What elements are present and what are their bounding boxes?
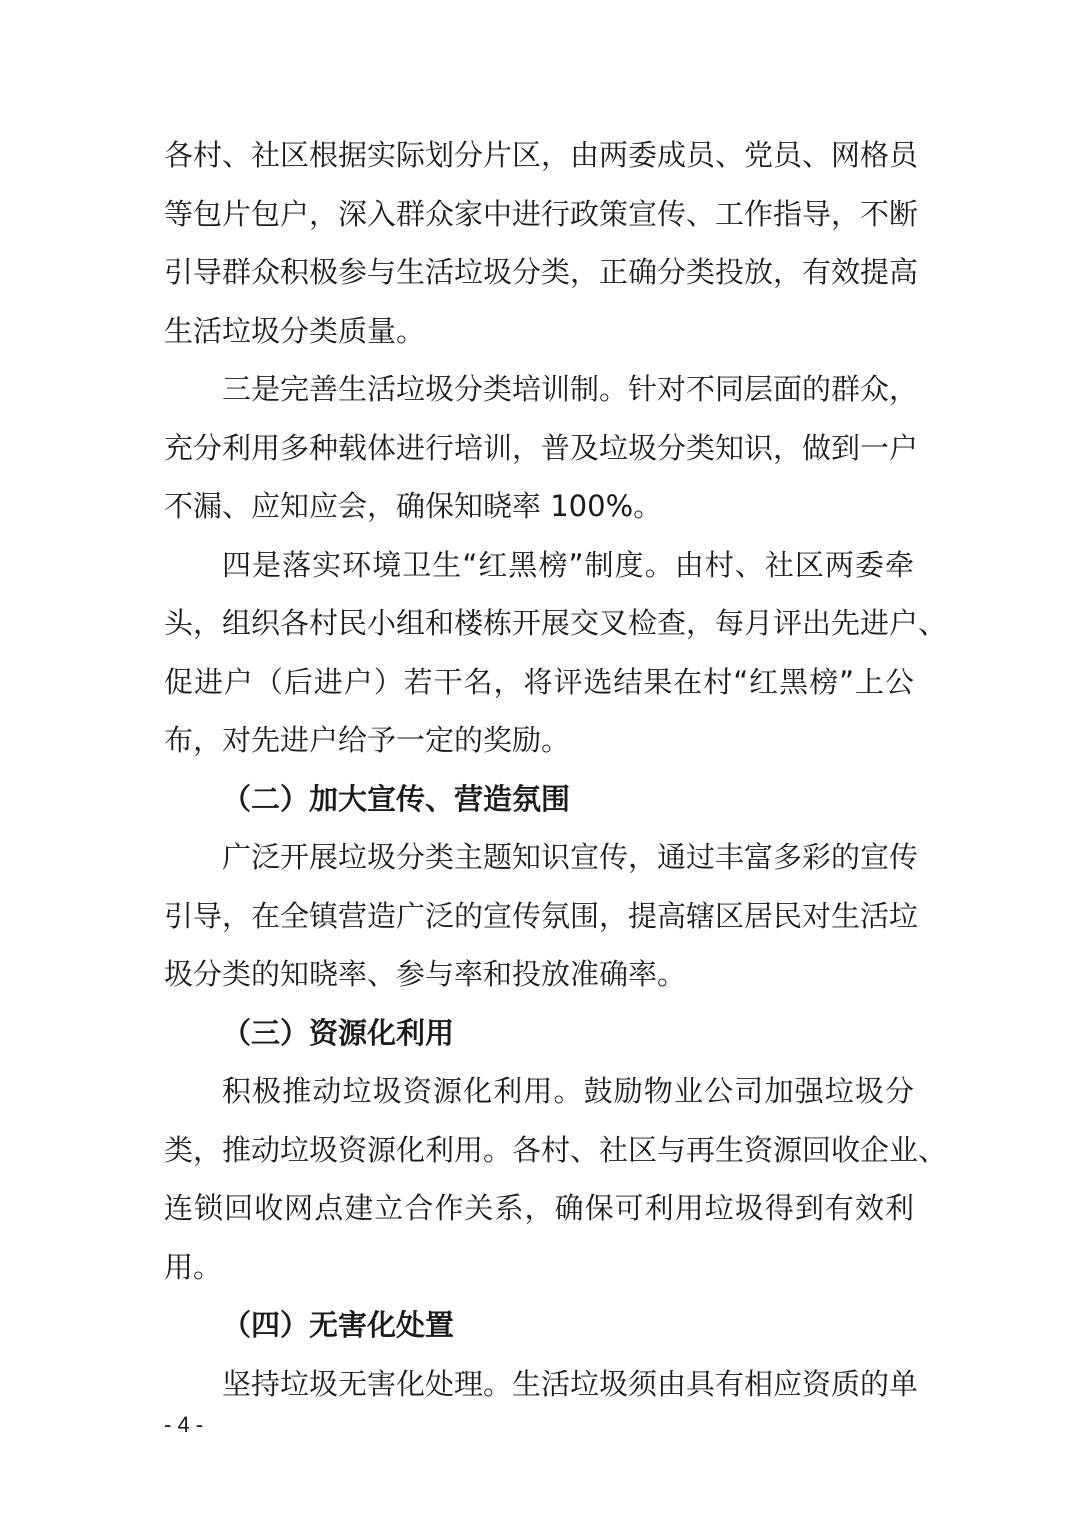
section-heading-3: （三）资源化利用: [222, 1015, 455, 1050]
text-line: 类，推动垃圾资源化利用。各村、社区与再生资源回收企业、: [164, 1132, 948, 1167]
text-line: 广泛开展垃圾分类主题知识宣传，通过丰富多彩的宣传: [222, 840, 919, 874]
text-line: 积极推动垃圾资源化利用。鼓励物业公司加强垃圾分: [222, 1074, 914, 1108]
text-line: 四是落实环境卫生“红黑榜”制度。由村、社区两委牵: [222, 547, 914, 582]
text-line: 连锁回收网点建立合作关系，确保可利用垃圾得到有效利: [164, 1191, 914, 1225]
text-line: 各村、社区根据实际划分片区，由两委成员、党员、网格员: [164, 138, 919, 172]
text-line: 生活垃圾分类质量。: [164, 313, 426, 348]
text-line: 促进户（后进户）若干名，将评选结果在村“红黑榜”上公: [164, 664, 914, 699]
text-line: 不漏、应知应会，确保知晓率 100%。: [164, 489, 663, 523]
text-line: 三是完善生活垃圾分类培训制。针对不同层面的群众，: [222, 372, 919, 406]
text-line: 充分利用多种载体进行培训，普及垃圾分类知识，做到一户: [164, 430, 919, 465]
text-line: 引导群众积极参与生活垃圾分类，正确分类投放，有效提高: [164, 255, 919, 289]
text-line: 引导，在全镇营造广泛的宣传氛围，提高辖区居民对生活垃: [164, 898, 919, 933]
text-line: 坚持垃圾无害化处理。生活垃圾须由具有相应资质的单: [222, 1366, 919, 1401]
text-line: 用。: [164, 1249, 223, 1284]
section-heading-4: （四）无害化处置: [222, 1308, 455, 1342]
section-heading-2: （二）加大宣传、营造氛围: [222, 781, 571, 816]
body-text: [164, 126, 948, 1413]
text-line: 等包片包户，深入群众家中进行政策宣传、工作指导，不断: [164, 196, 919, 231]
text-line: 圾分类的知晓率、参与率和投放准确率。: [164, 957, 687, 991]
text-line: 布，对先进户给予一定的奖励。: [164, 723, 571, 757]
text-line: 头，组织各村民小组和楼栋开展交叉检查，每月评出先进户、: [164, 606, 948, 640]
page-number: - 4 -: [164, 1412, 204, 1437]
